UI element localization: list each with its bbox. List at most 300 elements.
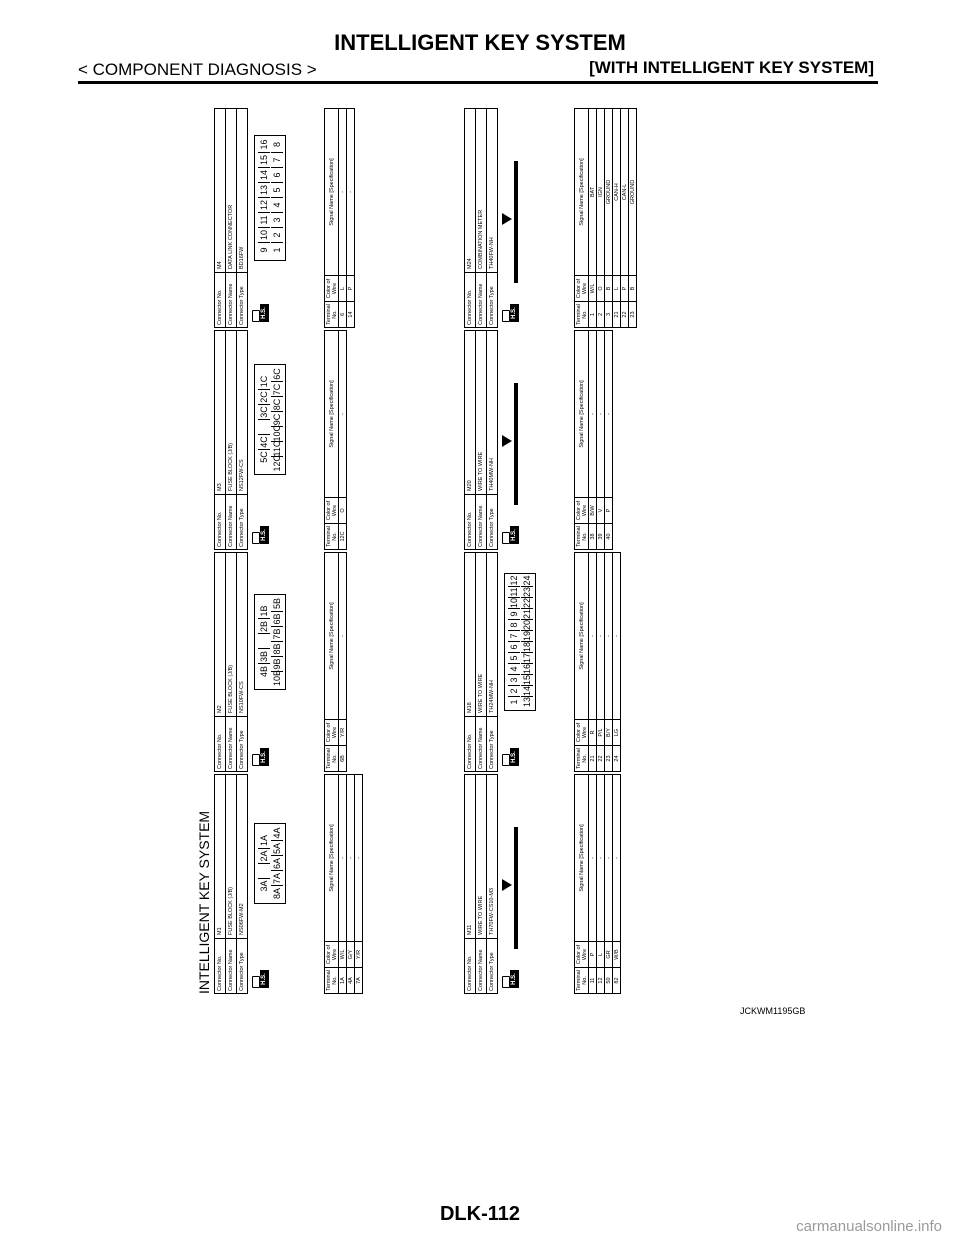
pin-cell xyxy=(516,846,517,852)
column-header: Terminal No. xyxy=(325,301,338,327)
terminal-cell: 21 xyxy=(613,301,620,327)
wire-color-cell: B xyxy=(605,275,612,301)
column-header: Terminal No. xyxy=(575,301,588,327)
signal-cell: - xyxy=(605,635,612,637)
table-row xyxy=(589,775,597,993)
connector-type: TH40FW-NH xyxy=(489,237,495,269)
pin-label: 4 xyxy=(271,197,283,212)
sheet-title: INTELLIGENT KEY SYSTEM xyxy=(196,810,212,994)
pin-cell xyxy=(516,456,517,462)
pin-cell xyxy=(516,252,517,258)
pin-label: 1A xyxy=(259,835,269,847)
header-key: Connector Name xyxy=(226,938,236,993)
connector-header-table xyxy=(464,552,498,772)
pin-label: 15 xyxy=(522,674,532,685)
connector-no: M2 xyxy=(217,705,223,713)
pin-label: 19 xyxy=(522,630,532,641)
connector-no: M20 xyxy=(467,480,473,491)
signal-cell: - xyxy=(605,857,612,859)
pin-cell xyxy=(516,228,517,234)
terminal-cell: 22 xyxy=(621,301,628,327)
connector-panel xyxy=(464,330,686,550)
pin-label: 2B xyxy=(258,619,270,634)
pin-cell xyxy=(516,432,517,438)
column-header: Signal Name [Specification] xyxy=(328,824,335,892)
column-header: Terminal No. xyxy=(575,745,588,771)
header-key: Connector No. xyxy=(215,494,225,549)
book-icon xyxy=(502,754,510,766)
column-header: Color of Wire xyxy=(325,497,338,523)
terminal-cell: 12C xyxy=(339,523,346,549)
connector-type: BD16FW xyxy=(239,246,245,269)
terminal-cell: 7A xyxy=(355,967,362,993)
pin-label: 13 xyxy=(522,696,532,707)
header-key: Connector Type xyxy=(487,938,497,993)
connector-type: TH40MW-NH xyxy=(489,458,495,491)
pin-label: 21 xyxy=(522,608,532,619)
connector-name: DATA LINK CONNECTOR xyxy=(228,204,234,269)
wire-color-cell: V xyxy=(597,497,604,523)
header-rule xyxy=(78,81,878,84)
hs-icon xyxy=(502,968,520,988)
book-icon xyxy=(502,310,510,322)
pin-cell xyxy=(516,870,517,876)
terminal-cell: 40 xyxy=(605,523,612,549)
header-key: Connector No. xyxy=(465,494,475,549)
pin-label: 11 xyxy=(509,587,519,597)
wire-color-cell: L xyxy=(339,275,346,301)
signal-cell: - xyxy=(597,857,604,859)
pin-cell xyxy=(516,930,517,936)
hs-icon xyxy=(502,746,520,766)
column-header: Color of Wire xyxy=(325,719,338,745)
pin-cell xyxy=(516,486,517,492)
connector-type: TH70FW-CS10-M3 xyxy=(489,888,495,935)
terminal-cell: 21 xyxy=(589,745,596,771)
terminal-cell: 39 xyxy=(597,523,604,549)
terminal-cell: 11 xyxy=(589,967,596,993)
table-row xyxy=(629,109,636,327)
connector-notch xyxy=(502,213,512,225)
pin-cell xyxy=(516,192,517,198)
wire-color-cell: Y/R xyxy=(339,719,346,745)
pin-cell xyxy=(516,174,517,180)
signal-cell: - xyxy=(589,857,596,859)
hs-badge: H.S. xyxy=(260,526,269,544)
wire-color-cell: R xyxy=(589,719,596,745)
table-row xyxy=(621,109,629,327)
table-row xyxy=(613,109,621,327)
pin-cell xyxy=(516,276,517,282)
pin-label: 12C xyxy=(272,454,282,472)
connector-header-table xyxy=(214,552,248,772)
column-header: Signal Name [Specification] xyxy=(328,380,335,448)
column-header: Color of Wire xyxy=(325,941,338,967)
column-header: Terminal No. xyxy=(325,745,338,771)
pin-label: 5A xyxy=(271,841,283,856)
book-icon xyxy=(252,754,260,766)
pin-label: 5 xyxy=(508,652,520,663)
pin-label: 7 xyxy=(271,152,283,167)
pin-cell xyxy=(516,180,517,186)
pin-label: 3 xyxy=(271,212,283,227)
table-row xyxy=(589,553,597,771)
pin-cell xyxy=(516,390,517,396)
terminal-cell: 24 xyxy=(613,745,620,771)
hs-icon xyxy=(502,524,520,544)
connector-face-grid xyxy=(514,161,518,283)
connector-panel xyxy=(214,774,436,994)
connector-notch xyxy=(502,879,512,891)
wire-color-cell: B/Y xyxy=(605,719,612,745)
book-icon xyxy=(502,532,510,544)
pin-label: 12 xyxy=(258,197,270,212)
signal-table xyxy=(324,552,347,772)
pin-label: 11 xyxy=(258,212,270,227)
signal-table xyxy=(324,330,347,550)
wire-color-cell: Y/R xyxy=(355,941,362,967)
pin-label: 11C xyxy=(272,440,282,457)
pin-label: 8A xyxy=(271,886,283,901)
signal-cell: CAN-L xyxy=(621,183,628,201)
pin-label: 12 xyxy=(509,575,519,586)
pin-cell xyxy=(516,480,517,486)
wire-color-cell: L xyxy=(597,941,604,967)
table-row xyxy=(597,553,605,771)
header-key: Connector Name xyxy=(226,494,236,549)
hs-icon xyxy=(252,746,270,766)
connector-panel xyxy=(464,108,686,328)
connector-panel xyxy=(214,552,436,772)
column-header: Terminal No. xyxy=(575,967,588,993)
connector-sheet xyxy=(196,134,678,994)
terminal-cell: 23 xyxy=(605,745,612,771)
header-key: Connector No. xyxy=(215,938,225,993)
column-header: Color of Wire xyxy=(575,719,588,745)
pin-label: 4 xyxy=(508,663,520,674)
pin-label: 8C xyxy=(271,397,283,412)
connector-panel xyxy=(464,552,686,772)
connector-no: M3 xyxy=(217,483,223,491)
pin-cell xyxy=(516,840,517,846)
pin-label: 7 xyxy=(508,630,520,641)
book-icon xyxy=(252,310,260,322)
header-key: Connector No. xyxy=(465,716,475,771)
connector-header-table xyxy=(464,108,498,328)
header-key: Connector Type xyxy=(487,494,497,549)
pin-cell xyxy=(516,168,517,174)
pin-cell xyxy=(516,474,517,480)
wire-color-cell: B xyxy=(629,275,636,301)
table-row xyxy=(605,331,612,549)
pin-label: 16 xyxy=(522,663,532,674)
pin-label: 23 xyxy=(522,586,532,597)
table-row xyxy=(605,109,613,327)
connector-face xyxy=(254,365,286,476)
signal-cell: IGN xyxy=(597,187,604,197)
signal-table xyxy=(574,330,613,550)
signal-cell: - xyxy=(339,635,346,637)
connector-face xyxy=(254,594,286,690)
pin-cell xyxy=(516,924,517,930)
connector-type: NS12FW-CS xyxy=(239,459,245,491)
pin-label: 13 xyxy=(258,182,270,197)
signal-cell: - xyxy=(339,413,346,415)
column-header: Signal Name [Specification] xyxy=(578,824,585,892)
hs-badge: H.S. xyxy=(260,304,269,322)
table-row xyxy=(355,775,362,993)
terminal-cell: 50 xyxy=(605,967,612,993)
table-row xyxy=(347,775,355,993)
column-header: Terminal No. xyxy=(325,967,338,993)
header-key: Connector Name xyxy=(476,494,486,549)
pin-label: 2C xyxy=(258,389,270,404)
pin-cell xyxy=(516,258,517,264)
header-key: Connector Type xyxy=(237,938,247,993)
header-key: Connector No. xyxy=(465,272,475,327)
hs-icon xyxy=(252,302,270,322)
pin-label: 3C xyxy=(258,404,270,419)
pin-label: 17 xyxy=(522,652,532,663)
signal-cell: - xyxy=(605,413,612,415)
pin-label: 4A xyxy=(272,827,282,839)
pin-cell xyxy=(516,834,517,840)
wire-color-cell: P/L xyxy=(597,719,604,745)
pin-cell xyxy=(516,852,517,858)
table-row xyxy=(613,775,620,993)
column-header: Signal Name [Specification] xyxy=(578,380,585,448)
connector-no: M1 xyxy=(217,927,223,935)
terminal-cell: 12 xyxy=(597,967,604,993)
connector-notch xyxy=(502,435,512,447)
pin-cell xyxy=(516,462,517,468)
pin-cell xyxy=(516,420,517,426)
hs-icon xyxy=(252,524,270,544)
figure-id: JCKWM1195GB xyxy=(740,1006,806,1016)
signal-cell: - xyxy=(613,857,620,859)
connector-panel xyxy=(214,108,436,328)
pin-cell xyxy=(516,264,517,270)
table-row xyxy=(605,553,613,771)
pin-label: 10 xyxy=(258,227,270,242)
pin-label: 2A xyxy=(258,848,270,863)
terminal-cell: 1 xyxy=(589,301,596,327)
table-row xyxy=(339,331,346,549)
pin-cell xyxy=(516,492,517,498)
pin-label: 8 xyxy=(272,142,282,148)
terminal-cell: 3 xyxy=(605,301,612,327)
pin-cell xyxy=(516,438,517,444)
pin-cell xyxy=(516,918,517,924)
header-key: Connector Name xyxy=(476,716,486,771)
wire-color-cell: O xyxy=(339,497,346,523)
connector-header-table xyxy=(464,774,498,994)
signal-table xyxy=(574,774,621,994)
table-row xyxy=(597,775,605,993)
connector-face-grid xyxy=(514,827,518,949)
section-label: < COMPONENT DIAGNOSIS > xyxy=(78,60,317,79)
table-row xyxy=(613,553,620,771)
pin-blank xyxy=(258,634,270,649)
pin-cell xyxy=(516,210,517,216)
table-row xyxy=(339,775,347,993)
book-icon xyxy=(252,532,260,544)
wire-color-cell: P xyxy=(621,275,628,301)
pin-cell xyxy=(516,858,517,864)
pin-label: 7C xyxy=(271,382,283,397)
column-header: Terminal No. xyxy=(325,523,338,549)
pin-label: 2 xyxy=(271,227,283,242)
table-row xyxy=(347,109,354,327)
book-icon xyxy=(502,976,510,988)
pin-label: 20 xyxy=(522,619,532,630)
terminal-cell: 4A xyxy=(347,967,354,993)
pin-cell xyxy=(516,402,517,408)
connector-face xyxy=(504,573,536,711)
pin-label: 10C xyxy=(272,424,282,442)
connector-no: M11 xyxy=(467,924,473,935)
pin-cell xyxy=(516,468,517,474)
pin-label: 2 xyxy=(508,685,520,696)
pin-label: 5B xyxy=(272,598,282,610)
pin-cell xyxy=(516,444,517,450)
connector-face xyxy=(254,135,286,261)
pin-label: 9 xyxy=(508,608,520,619)
terminal-cell: 82 xyxy=(613,967,620,993)
table-row xyxy=(597,109,605,327)
hs-icon xyxy=(502,302,520,322)
pin-blank xyxy=(258,863,270,878)
pin-label: 9B xyxy=(271,656,283,671)
connector-name: WIRE TO WIRE xyxy=(478,673,484,713)
pin-label: 1B xyxy=(259,605,269,617)
pin-cell xyxy=(516,936,517,942)
pin-cell xyxy=(516,900,517,906)
pin-label: 16 xyxy=(259,139,269,150)
signal-table xyxy=(574,552,621,772)
signal-cell: - xyxy=(339,191,346,193)
pin-label: 5 xyxy=(271,182,283,197)
book-icon xyxy=(252,976,260,988)
connector-type: NS10FW-CS xyxy=(239,681,245,713)
connector-header-table xyxy=(214,330,248,550)
column-header: Signal Name [Specification] xyxy=(328,158,335,226)
signal-cell: BAT xyxy=(589,186,596,198)
wire-color-cell: B/W xyxy=(589,497,596,523)
pin-label: 6C xyxy=(272,368,282,380)
system-label: [WITH INTELLIGENT KEY SYSTEM] xyxy=(589,58,874,77)
signal-cell: - xyxy=(597,635,604,637)
pin-cell xyxy=(516,240,517,246)
wire-color-cell: G/Y xyxy=(347,941,354,967)
signal-cell: - xyxy=(355,857,362,859)
pin-label: 7A xyxy=(271,871,283,886)
pin-cell xyxy=(516,270,517,276)
pin-label: 14 xyxy=(522,685,532,696)
pin-cell xyxy=(516,384,517,390)
connector-no: M18 xyxy=(467,702,473,713)
pin-cell xyxy=(516,888,517,894)
pin-cell xyxy=(516,906,517,912)
pin-label: 7B xyxy=(271,626,283,641)
wire-color-cell: P xyxy=(589,941,596,967)
header-key: Connector No. xyxy=(465,938,475,993)
hs-badge: H.S. xyxy=(260,748,269,766)
pin-cell xyxy=(516,246,517,252)
pin-cell xyxy=(516,222,517,228)
signal-cell: - xyxy=(589,635,596,637)
pin-label: 9 xyxy=(258,242,270,257)
pin-label: 10B xyxy=(272,669,282,686)
connector-no: M4 xyxy=(217,261,223,269)
signal-cell: GROUND xyxy=(605,179,612,205)
pin-label: 6B xyxy=(271,611,283,626)
column-header: Signal Name [Specification] xyxy=(578,158,585,226)
pin-label: 4C xyxy=(258,434,270,449)
table-row xyxy=(589,109,597,327)
signal-cell: CAN-H xyxy=(613,183,620,201)
terminal-cell: 6 xyxy=(339,301,346,327)
pin-cell xyxy=(516,876,517,882)
table-row xyxy=(339,109,347,327)
connector-name: FUSE BLOCK (J/B) xyxy=(228,887,234,935)
connector-panel xyxy=(464,774,686,994)
terminal-cell: 22 xyxy=(597,745,604,771)
pin-cell xyxy=(516,828,517,834)
pin-label: 6 xyxy=(508,641,520,652)
pin-label: 14 xyxy=(258,167,270,182)
pin-label: 22 xyxy=(522,597,532,608)
header-key: Connector Name xyxy=(226,272,236,327)
header-key: Connector Name xyxy=(476,272,486,327)
signal-cell: - xyxy=(339,857,346,859)
signal-cell: - xyxy=(589,413,596,415)
table-row xyxy=(605,775,613,993)
pin-label: 5C xyxy=(258,449,270,464)
hs-icon xyxy=(252,968,270,988)
hs-badge: H.S. xyxy=(510,304,519,322)
signal-cell: - xyxy=(597,413,604,415)
connector-name: FUSE BLOCK (J/B) xyxy=(228,443,234,491)
pin-label: 18 xyxy=(522,641,532,652)
connector-type: NS06FW-M2 xyxy=(239,903,245,935)
pin-cell xyxy=(516,882,517,888)
pin-cell xyxy=(516,450,517,456)
wire-color-cell: O xyxy=(597,275,604,301)
connector-face-grid xyxy=(514,383,518,505)
hs-badge: H.S. xyxy=(510,970,519,988)
pin-label: 1C xyxy=(259,375,269,388)
signal-cell: - xyxy=(347,857,354,859)
column-header: Color of Wire xyxy=(575,941,588,967)
pin-cell xyxy=(516,186,517,192)
wire-color-cell: P xyxy=(605,497,612,523)
connector-face xyxy=(254,824,286,905)
header-key: Connector Type xyxy=(237,272,247,327)
terminal-cell: 23 xyxy=(629,301,636,327)
wire-color-cell: GR xyxy=(605,941,612,967)
connector-name: WIRE TO WIRE xyxy=(478,895,484,935)
pin-cell xyxy=(516,426,517,432)
pin-label: 4B xyxy=(258,664,270,679)
watermark: carmanualsonline.info xyxy=(796,1218,942,1235)
column-header: Color of Wire xyxy=(325,275,338,301)
pin-cell xyxy=(516,942,517,948)
terminal-cell: 38 xyxy=(589,523,596,549)
pin-label: 8B xyxy=(271,641,283,656)
pin-cell xyxy=(516,198,517,204)
page-number: DLK-112 xyxy=(439,1203,521,1225)
